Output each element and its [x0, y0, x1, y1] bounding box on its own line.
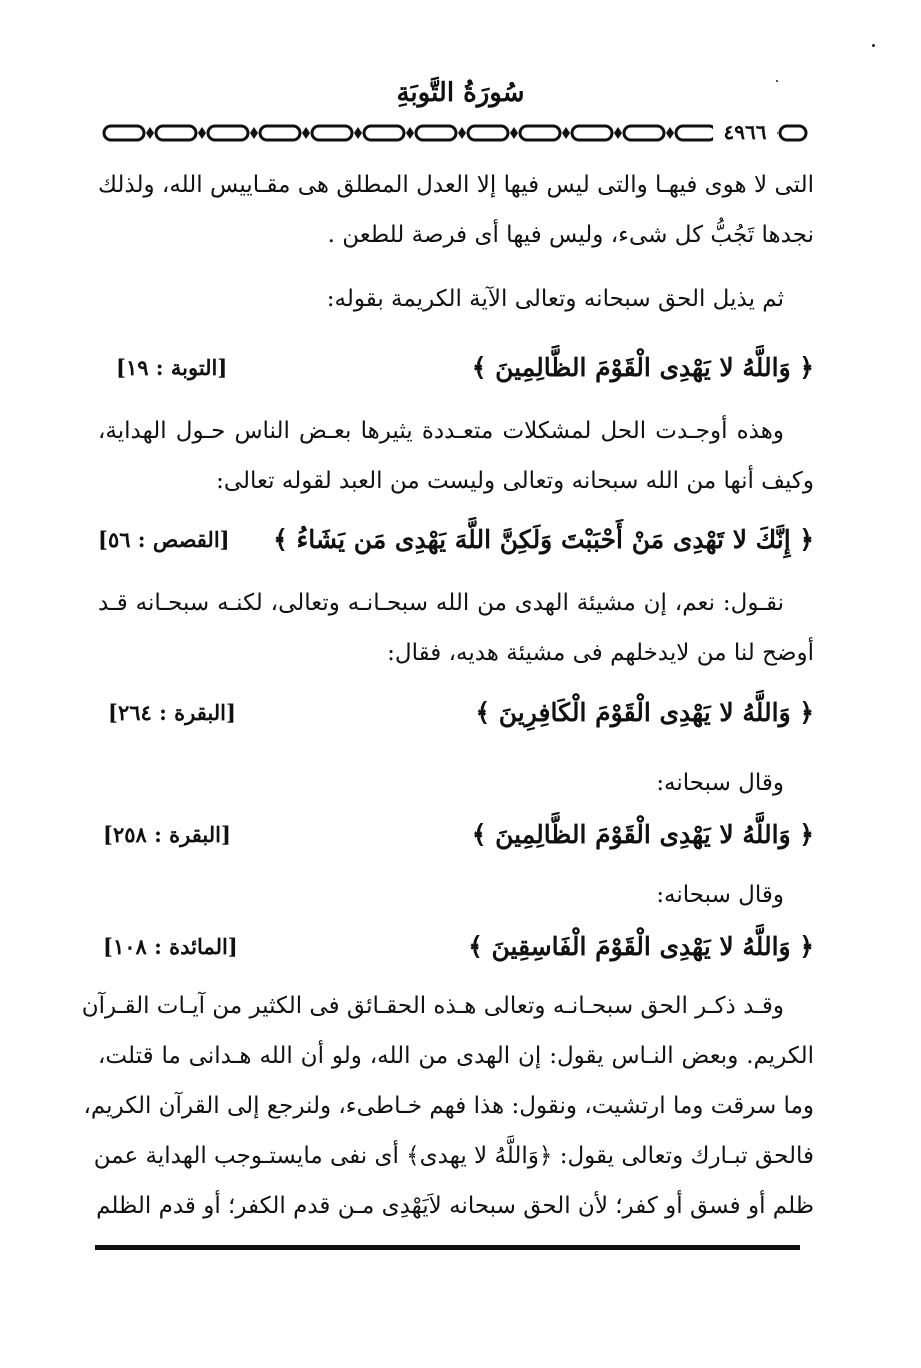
text-line: نقـول: نعم، إن مشيئة الهدى من الله سبحـانـه وتعالى، لكنـه سبحـانه قـد	[98, 590, 784, 616]
said-line-1	[98, 758, 814, 808]
text-line: فالحق تبـارك وتعالى يقول: ﴿وَاللَّهُ لا يهدى﴾ أى نفى مايستـوجب الهداية عمن	[93, 1143, 814, 1169]
verse-text: ﴿ إِنَّكَ لا تَهْدِى مَنْ أَحْبَبْتَ وَلَكِنَّ اللَّهَ يَهْدِى مَن يَشَاءُ ﴾	[273, 525, 814, 554]
ornamental-border-icon	[100, 122, 810, 144]
verse-reference: [القصص : ٥٦]	[98, 527, 230, 552]
paragraph-3	[98, 406, 814, 506]
verse-text: ﴿ وَاللَّهُ لا يَهْدِى الْقَوْمَ الْكَافِرِينَ ﴾	[475, 698, 814, 727]
quran-verse-1	[98, 345, 814, 391]
paragraph-5	[81, 981, 814, 1231]
verse-text: ﴿ وَاللَّهُ لا يَهْدِى الْقَوْمَ الظَّالِمِينَ ﴾	[471, 353, 814, 382]
text-line: نجدها تَجُبُّ كل شىء، وليس فيها أى فرصة للطعن .	[327, 222, 814, 248]
text-line: ثم يذيل الحق سبحانه وتعالى الآية الكريمة بقوله:	[326, 286, 784, 312]
text-line: ظلم أو فسق أو كفر؛ لأن الحق سبحانه لاَيَهْدِى مـن قدم الكفر؛ أو قدم الظلم	[96, 1193, 814, 1219]
text-line: الكريم. وبعض النـاس يقول: إن الهدى من الله، ولو أن الله هـدانى ما قتلت،	[98, 1043, 814, 1069]
quran-verse-3	[98, 690, 814, 736]
verse-reference: [البقرة : ٢٦٤]	[108, 700, 236, 725]
verse-reference: [التوبة : ١٩]	[116, 355, 228, 380]
text-line: وهذه أوجـدت الحل لمشكلات متعـددة يثيرها بعـض الناس حـول الهداية،	[98, 418, 784, 444]
text-line: وما سرقت وما ارتشيت، ونقول: هذا فهم خـاطىء، ولنرجع إلى القرآن الكريم،	[83, 1093, 814, 1119]
surah-title: سُورَةُ التَّوبَةِ	[396, 78, 525, 108]
text-line: أوضح لنا من لايدخلهم فى مشيئة هديه، فقال:	[387, 640, 814, 666]
verse-text: ﴿ وَاللَّهُ لا يَهْدِى الْقَوْمَ الظَّالِمِينَ ﴾	[471, 820, 814, 849]
paragraph-2	[98, 274, 814, 324]
quran-verse-5	[98, 924, 814, 970]
verse-reference: [البقرة : ٢٥٨]	[103, 822, 231, 847]
scan-speck	[776, 80, 778, 82]
text-line: التى لا هوى فيهـا والتى ليس فيها إلا العدل المطلق هى مقـاييس الله، ولذلك	[98, 172, 814, 198]
text-line: وقال سبحانه:	[656, 882, 784, 908]
quran-verse-4	[98, 812, 814, 858]
bottom-divider	[95, 1245, 800, 1250]
verse-reference: [المائدة : ١٠٨]	[103, 934, 238, 959]
verse-text: ﴿ وَاللَّهُ لا يَهْدِى الْقَوْمَ الْفَاسِقِينَ ﴾	[468, 932, 814, 961]
text-line: وقال سبحانه:	[656, 770, 784, 796]
quran-verse-2	[98, 517, 814, 563]
paragraph-4	[98, 578, 814, 678]
scan-speck	[872, 44, 875, 47]
page-number: ٤٩٦٦	[713, 121, 777, 143]
paragraph-1	[98, 160, 814, 260]
text-line: وقـد ذكـر الحق سبحـانـه وتعالى هـذه الحقـائق فى الكثير من آيـات القـرآن	[81, 993, 784, 1019]
said-line-2	[98, 870, 814, 920]
text-line: وكيف أنها من الله سبحانه وتعالى وليست من العبد لقوله تعالى:	[216, 468, 814, 494]
